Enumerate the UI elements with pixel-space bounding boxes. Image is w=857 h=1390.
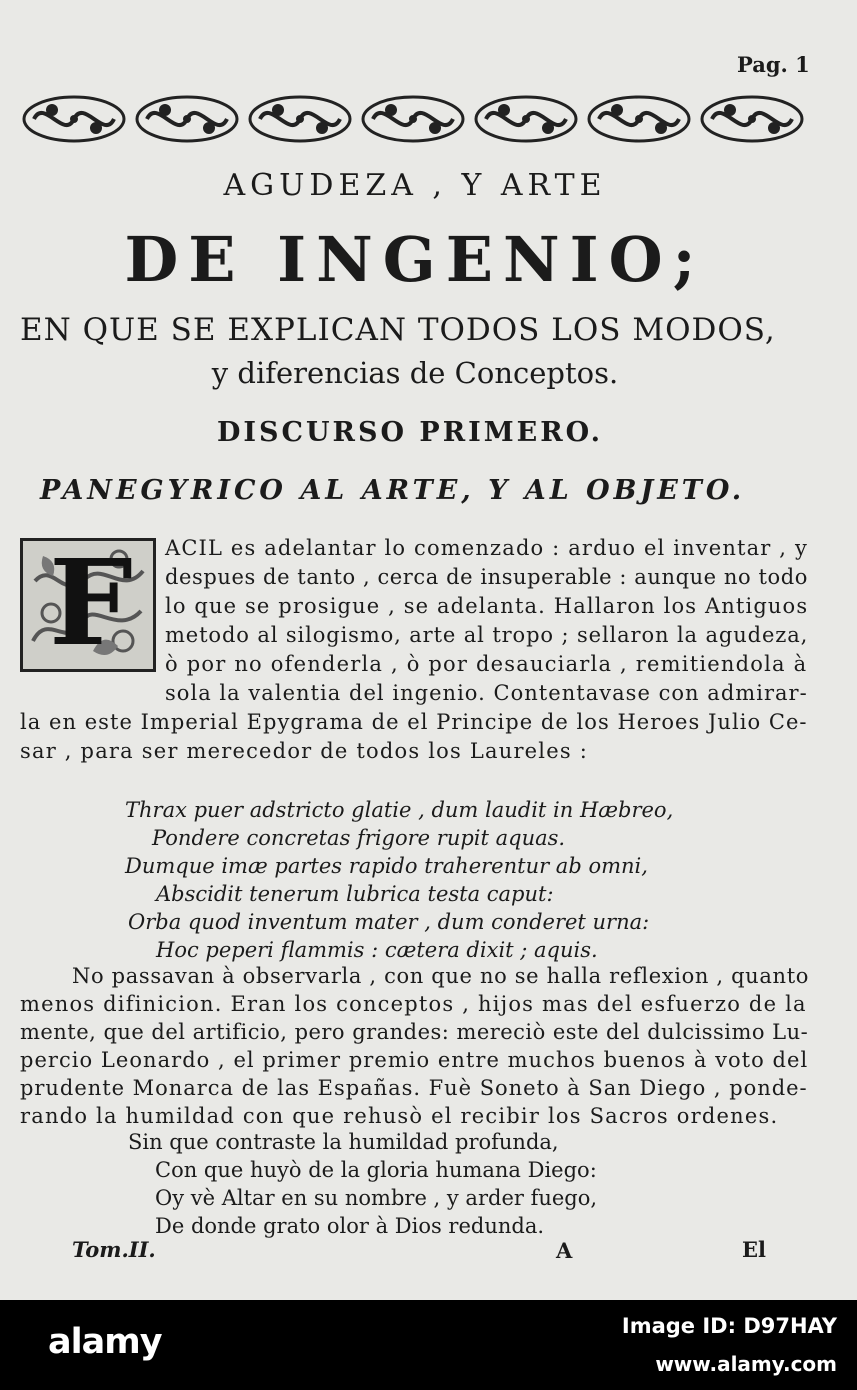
- paragraph-line: lo que se prosigue , se adelanta. Hallaron los Antiguos: [165, 594, 809, 618]
- title-line-2: DE INGENIO;: [124, 223, 706, 296]
- paragraph-line: metodo al silogismo, arte al tropo ; sellaron la agudeza,: [165, 623, 809, 647]
- verse-line: Thrax puer adstricto glatie , dum laudit in Hæbreo,: [125, 798, 674, 822]
- paragraph-line: prudente Monarca de las Españas. Fuè Soneto à San Diego , ponde-: [20, 1076, 808, 1100]
- watermark-banner: [0, 1300, 857, 1390]
- paragraph-line: No passavan à observarla , con que no se halla reflexion , quanto: [72, 964, 810, 988]
- ornament-unit-icon: [476, 97, 576, 141]
- volume-label: Tom.II.: [72, 1237, 156, 1262]
- decorated-initial: [20, 538, 156, 672]
- paragraph-line: rando la humildad con que rehusò el recibir los Sacros ordenes.: [20, 1104, 779, 1128]
- initial-letter: F: [49, 538, 133, 672]
- verse-line: Con que huyò de la gloria humana Diego:: [155, 1158, 597, 1182]
- ornament-unit-icon: [24, 97, 124, 141]
- title-line-1: AGUDEZA , Y ARTE: [223, 168, 607, 203]
- verse-line: Abscidit tenerum lubrica testa caput:: [156, 882, 554, 906]
- verse-line: Orba quod inventum mater , dum conderet urna:: [128, 910, 650, 934]
- signature-mark: A: [556, 1238, 573, 1263]
- image-id: Image ID: D97HAY: [621, 1314, 837, 1338]
- paragraph-line: menos difinicion. Eran los conceptos , hijos mas del esfuerzo de la: [20, 992, 807, 1016]
- title-line-3: EN QUE SE EXPLICAN TODOS LOS MODOS,: [20, 312, 776, 348]
- watermark-url: www.alamy.com: [655, 1352, 837, 1376]
- ornament-unit-icon: [363, 97, 463, 141]
- verse-line: Sin que contraste la humildad profunda,: [128, 1130, 559, 1154]
- catchword: El: [742, 1237, 766, 1262]
- paragraph-line: la en este Imperial Epygrama de el Principe de los Heroes Julio Ce-: [20, 710, 808, 734]
- paragraph-line: ACIL es adelantar lo comenzado : arduo el inventar , y: [165, 536, 808, 560]
- ornamental-border: [18, 92, 808, 146]
- title-line-4: y diferencias de Conceptos.: [211, 356, 619, 390]
- page-number: Pag. 1: [737, 52, 810, 77]
- paragraph-line: sar , para ser merecedor de todos los Laureles :: [20, 739, 588, 763]
- verse-line: Hoc peperi flammis : cætera dixit ; aquis.: [156, 938, 598, 962]
- paragraph-line: mente, que del artificio, pero grandes: mereciò este del dulcissimo Lu-: [20, 1020, 809, 1044]
- discourse-heading: DISCURSO PRIMERO.: [216, 417, 604, 448]
- verse-line: De donde grato olor à Dios redunda.: [155, 1214, 545, 1238]
- paragraph-line: despues de tanto , cerca de insuperable : aunque no todo: [165, 565, 808, 589]
- ornament-unit-icon: [589, 97, 689, 141]
- verse-line: Pondere concretas frigore rupit aquas.: [152, 826, 566, 850]
- verse-line: Dumque imæ partes rapido traherentur ab omni,: [125, 854, 648, 878]
- discourse-subheading: PANEGYRICO AL ARTE, Y AL OBJETO.: [40, 475, 746, 506]
- alamy-logo: alamy: [48, 1322, 162, 1362]
- ornament-unit-icon: [702, 97, 802, 141]
- paragraph-line: sola la valentia del ingenio. Contentavase con admirar-: [165, 681, 808, 705]
- ornament-unit-icon: [137, 97, 237, 141]
- verse-line: Oy vè Altar en su nombre , y arder fuego,: [155, 1186, 598, 1210]
- paragraph-line: percio Leonardo , el primer premio entre muchos buenos à voto del: [20, 1048, 809, 1072]
- ornament-unit-icon: [250, 97, 350, 141]
- paragraph-line: ò por no ofenderla , ò por desauciarla , remitiendola à: [165, 652, 808, 676]
